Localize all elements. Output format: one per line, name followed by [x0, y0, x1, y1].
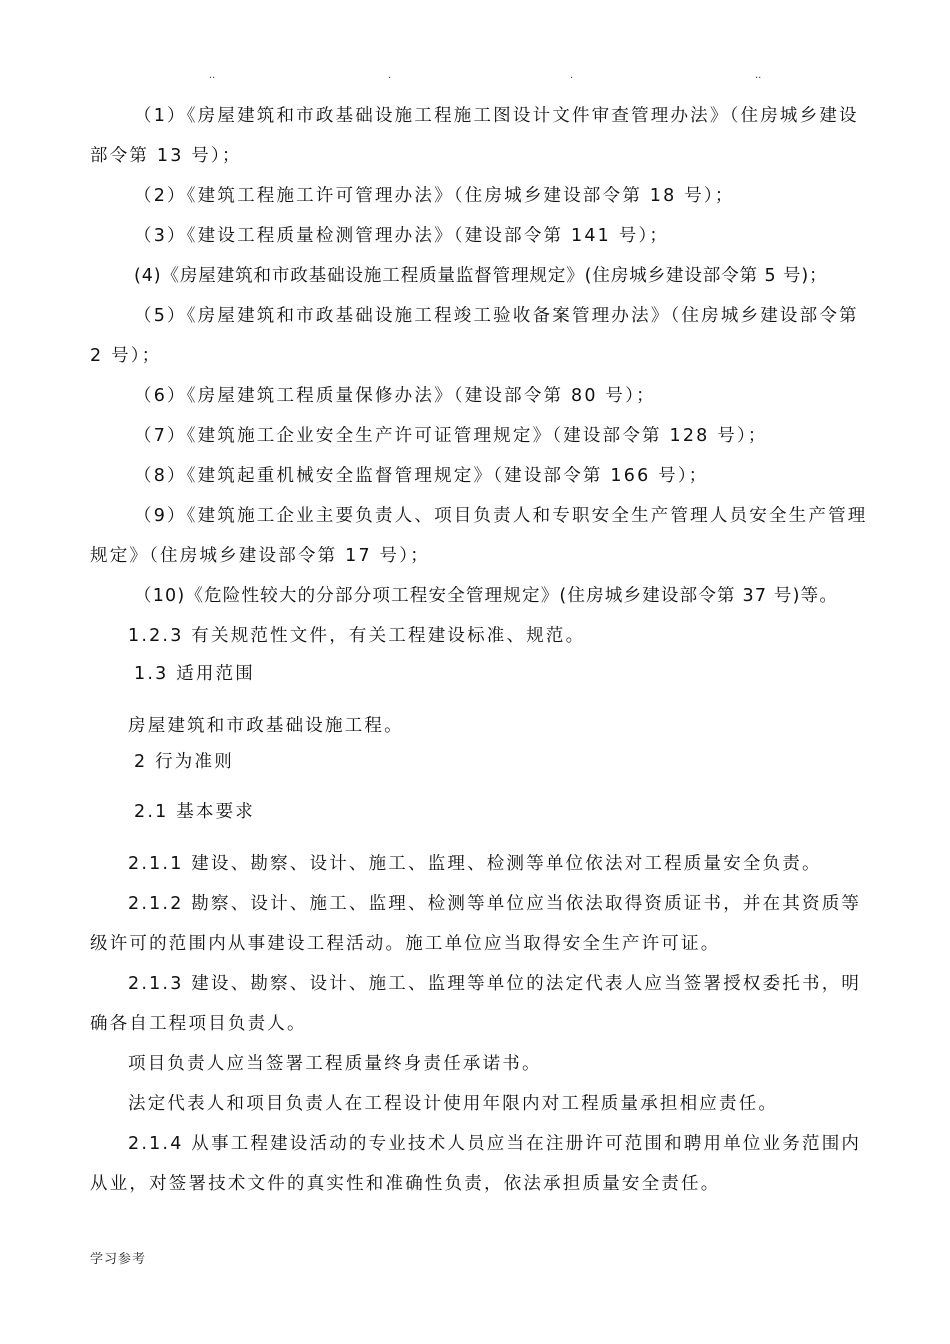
legal-representative-responsibility: 法定代表人和项目负责人在工程设计使用年限内对工程质量承担相应责任。 [128, 1094, 779, 1114]
regulation-3: （3）《建设工程质量检测管理办法》（建设部令第 141 号）； [134, 226, 670, 246]
section-2-1-3-line-2: 确各自工程项目负责人。 [90, 1014, 307, 1034]
section-2-1-heading: 2.1 基本要求 [134, 802, 255, 822]
section-2-1-2-line-1: 2.1.2 勘察、设计、施工、监理、检测等单位应当依法取得资质证书，并在其资质等 [128, 894, 862, 914]
regulation-10: （10)《危险性较大的分部分项工程安全管理规定》(住房城乡建设部令第 37 号)等。 [134, 586, 839, 606]
regulation-9-line-2: 规定》（住房城乡建设部令第 17 号）； [90, 546, 430, 566]
project-leader-commitment: 项目负责人应当签署工程质量终身责任承诺书。 [128, 1054, 542, 1074]
header-dot-2: . [388, 70, 392, 81]
scope-text: 房屋建筑和市政基础设施工程。 [128, 716, 404, 736]
header-dot-4: .. [755, 70, 762, 81]
page-footer: 学习参考 [90, 1252, 147, 1267]
header-dot-1: .. [209, 70, 216, 81]
regulation-6: （6）《房屋建筑工程质量保修办法》（建设部令第 80 号）； [134, 386, 656, 406]
section-1-2-3: 1.2.3 有关规范性文件，有关工程建设标准、规范。 [128, 626, 586, 646]
header-dots [0, 70, 950, 84]
regulation-4: (4)《房屋建筑和市政基础设施工程质量监督管理规定》(住房城乡建设部令第 5 号)； [134, 266, 828, 286]
section-2-1-2-line-2: 级许可的范围内从事建设工程活动。施工单位应当取得安全生产许可证。 [90, 934, 721, 954]
regulation-5-line-1: （5）《房屋建筑和市政基础设施工程竣工验收备案管理办法》（住房城乡建设部令第 [134, 306, 859, 326]
section-2-heading: 2 行为准则 [134, 752, 234, 772]
regulation-9-line-1: （9）《建筑施工企业主要负责人、项目负责人和专职安全生产管理人员安全生产管理 [134, 506, 868, 526]
section-2-1-3-line-1: 2.1.3 建设、勘察、设计、施工、监理等单位的法定代表人应当签署授权委托书，明 [128, 974, 862, 994]
regulation-7: （7）《建筑施工企业安全生产许可证管理规定》（建设部令第 128 号）； [134, 426, 768, 446]
regulation-2: （2）《建筑工程施工许可管理办法》（住房城乡建设部令第 18 号）； [134, 186, 735, 206]
regulation-1-line-2: 部令第 13 号）； [90, 146, 242, 166]
regulation-8: （8）《建筑起重机械安全监督管理规定》（建设部令第 166 号）； [134, 466, 709, 486]
regulation-1-line-1: （1）《房屋建筑和市政基础设施工程施工图设计文件审查管理办法》（住房城乡建设 [134, 106, 859, 126]
section-2-1-1: 2.1.1 建设、勘察、设计、施工、监理、检测等单位依法对工程质量安全负责。 [128, 854, 822, 874]
section-2-1-4-line-2: 从业，对签署技术文件的真实性和准确性负责，依法承担质量安全责任。 [90, 1174, 721, 1194]
regulation-5-line-2: 2 号）； [90, 346, 162, 366]
header-dot-3: . [570, 70, 574, 81]
section-1-3-heading: 1.3 适用范围 [134, 664, 255, 684]
section-2-1-4-line-1: 2.1.4 从事工程建设活动的专业技术人员应当在注册许可范围和聘用单位业务范围内 [128, 1134, 862, 1154]
